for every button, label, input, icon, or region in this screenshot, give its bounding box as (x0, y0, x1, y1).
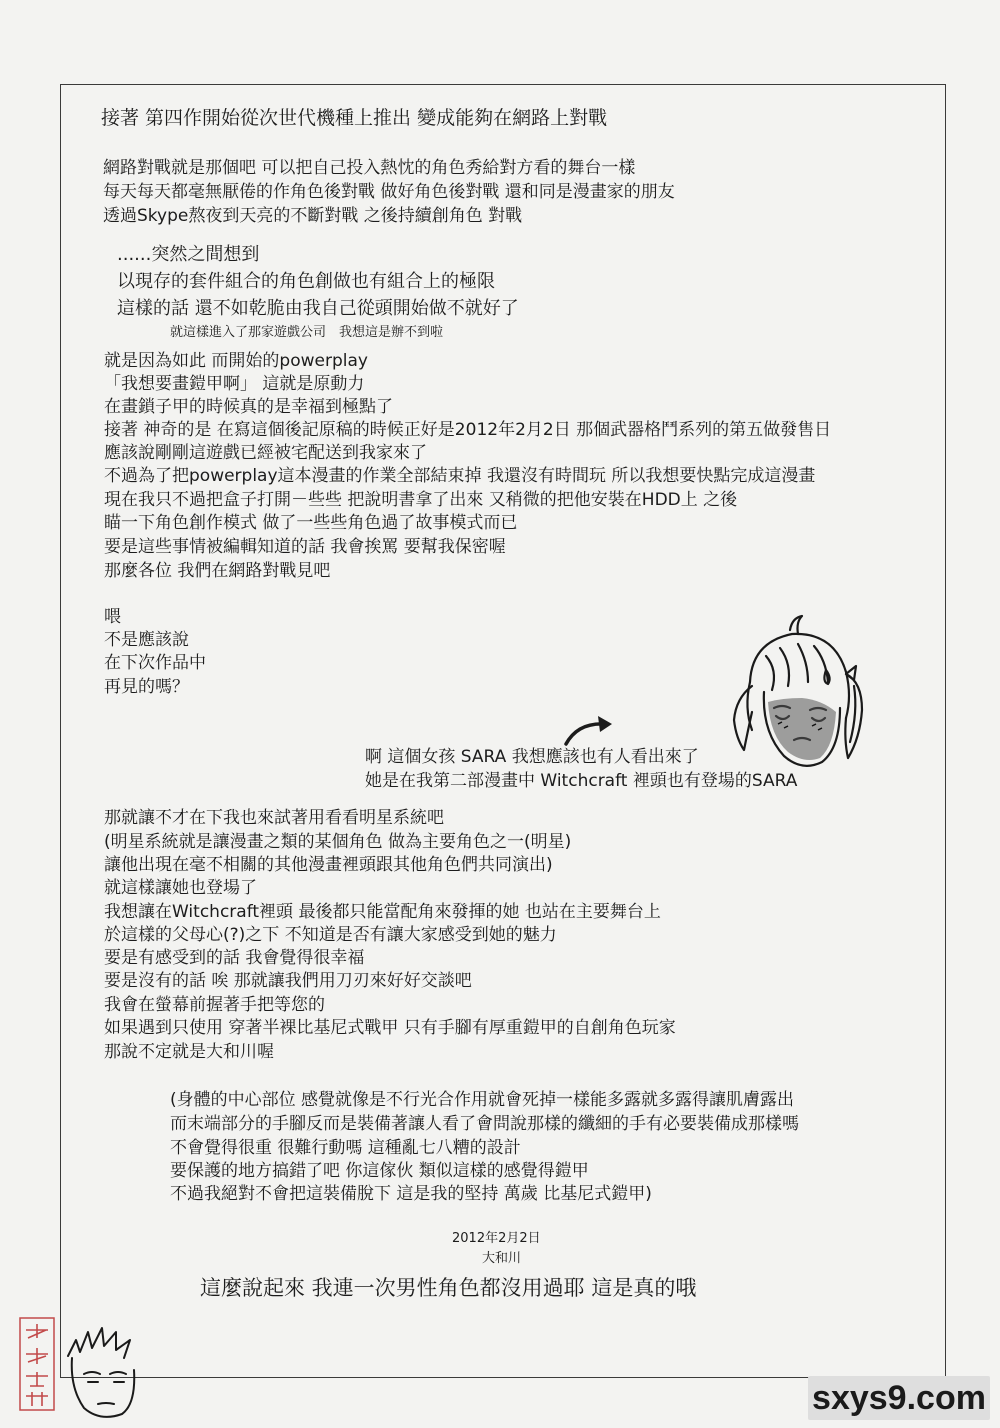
text-line: 現在我只不過把盒子打開－些些 把說明書拿了出來 又稍微的把他安裝在HDD上 之後 (104, 490, 738, 510)
text-line: 喂 (104, 607, 121, 627)
caption-line: 啊 這個女孩 SARA 我想應該也有人看出來了 (365, 747, 699, 767)
text-line: 我會在螢幕前握著手把等您的 (104, 995, 325, 1015)
text-line: 以現存的套件組合的角色創做也有組合上的極限 (117, 271, 495, 292)
text-line: 我想讓在Witchcraft裡頭 最後都只能當配角來發揮的她 也站在主要舞台上 (104, 902, 661, 922)
text-line: 不是應該說 (104, 630, 189, 650)
text-line: 這樣的話 還不如乾脆由我自己從頭開始做不就好了 (117, 298, 519, 319)
circle-stamp-logo (18, 1316, 56, 1412)
text-line: 而末端部分的手腳反而是裝備著讓人看了會問說那樣的纖細的手有必要裝備成那樣嗎 (170, 1114, 799, 1134)
text-line: 瞄一下角色創作模式 做了一些些角色過了故事模式而已 (104, 513, 518, 533)
text-line: 要是有感受到的話 我會覺得很幸福 (104, 948, 365, 968)
text-line: 要是沒有的話 唉 那就讓我們用刀刃來好好交談吧 (104, 971, 472, 991)
text-line: 網路對戰就是那個吧 可以把自己投入熱忱的角色秀給對方看的舞台一樣 (103, 158, 636, 178)
text-line: 透過Skype熬夜到天亮的不斷對戰 之後持續創角色 對戰 (103, 206, 523, 226)
author-name: 大和川 (482, 1251, 522, 1266)
text-line: 就是因為如此 而開始的powerplay (104, 351, 368, 371)
intro-line: 接著 第四作開始從次世代機種上推出 變成能夠在網路上對戰 (101, 107, 608, 129)
text-line: 那說不定就是大和川喔 (104, 1042, 274, 1062)
text-line: 如果遇到只使用 穿著半裸比基尼式戰甲 只有手腳有厚重鎧甲的自創角色玩家 (104, 1018, 676, 1038)
text-line: 於這樣的父母心(?)之下 不知道是否有讓大家感受到她的魅力 (104, 925, 557, 945)
text-line: (明星系統就是讓漫畫之類的某個角色 做為主要角色之一(明星) (104, 832, 572, 852)
watermark-badge: sxys9.com (808, 1376, 990, 1420)
text-line: 讓他出現在毫不相關的其他漫畫裡頭跟其他角色們共同演出) (104, 855, 553, 875)
side-note: 就這樣進入了那家遊戲公司 我想這是辦不到啦 (170, 325, 444, 340)
text-line: 要保護的地方搞錯了吧 你這傢伙 類似這樣的感覺得鎧甲 (170, 1161, 589, 1181)
text-line: (身體的中心部位 感覺就像是不行光合作用就會死掉一樣能多露就多露得讓肌膚露出 (170, 1090, 795, 1110)
text-line: 不會覺得很重 很難行動嗎 這種亂七八糟的設計 (170, 1138, 521, 1158)
text-line: 應該說剛剛這遊戲已經被宅配送到我家來了 (104, 443, 427, 463)
text-line: 每天每天都毫無厭倦的作角色後對戰 做好角色後對戰 還和同是漫畫家的朋友 (103, 182, 675, 202)
caption-line: 她是在我第二部漫畫中 Witchcraft 裡頭也有登場的SARA (365, 771, 798, 791)
text-line: 「我想要畫鎧甲啊」 這就是原動力 (104, 374, 365, 394)
text-line: 要是這些事情被編輯知道的話 我會挨罵 要幫我保密喔 (104, 537, 506, 557)
text-line: 接著 神奇的是 在寫這個後記原稿的時候正好是2012年2月2日 那個武器格鬥系列的第五做發售日 (104, 420, 832, 440)
text-line: 在畫鎖子甲的時候真的是幸福到極點了 (104, 397, 393, 417)
text-line: 在下次作品中 (104, 653, 206, 673)
text-line: 不過為了把powerplay這本漫畫的作業全部結束掉 我還沒有時間玩 所以我想要快點完成這漫畫 (104, 466, 816, 486)
text-line: 那麼各位 我們在網路對戰見吧 (104, 561, 331, 581)
date-text: 2012年2月2日 (452, 1231, 541, 1246)
closing-line: 這麼說起來 我連一次男性角色都沒用過耶 這是真的哦 (200, 1276, 697, 1300)
chibi-girl-illustration (722, 612, 870, 782)
sketch-face-illustration (60, 1318, 150, 1422)
text-line: ......突然之間想到 (117, 244, 260, 265)
curved-arrow-icon (560, 710, 620, 750)
text-line: 就這樣讓她也登場了 (104, 878, 257, 898)
text-line: 再見的嗎？ (104, 677, 189, 697)
text-line: 不過我絕對不會把這裝備脫下 這是我的堅持 萬歲 比基尼式鎧甲) (170, 1184, 652, 1204)
text-line: 那就讓不才在下我也來試著用看看明星系統吧 (104, 808, 444, 828)
